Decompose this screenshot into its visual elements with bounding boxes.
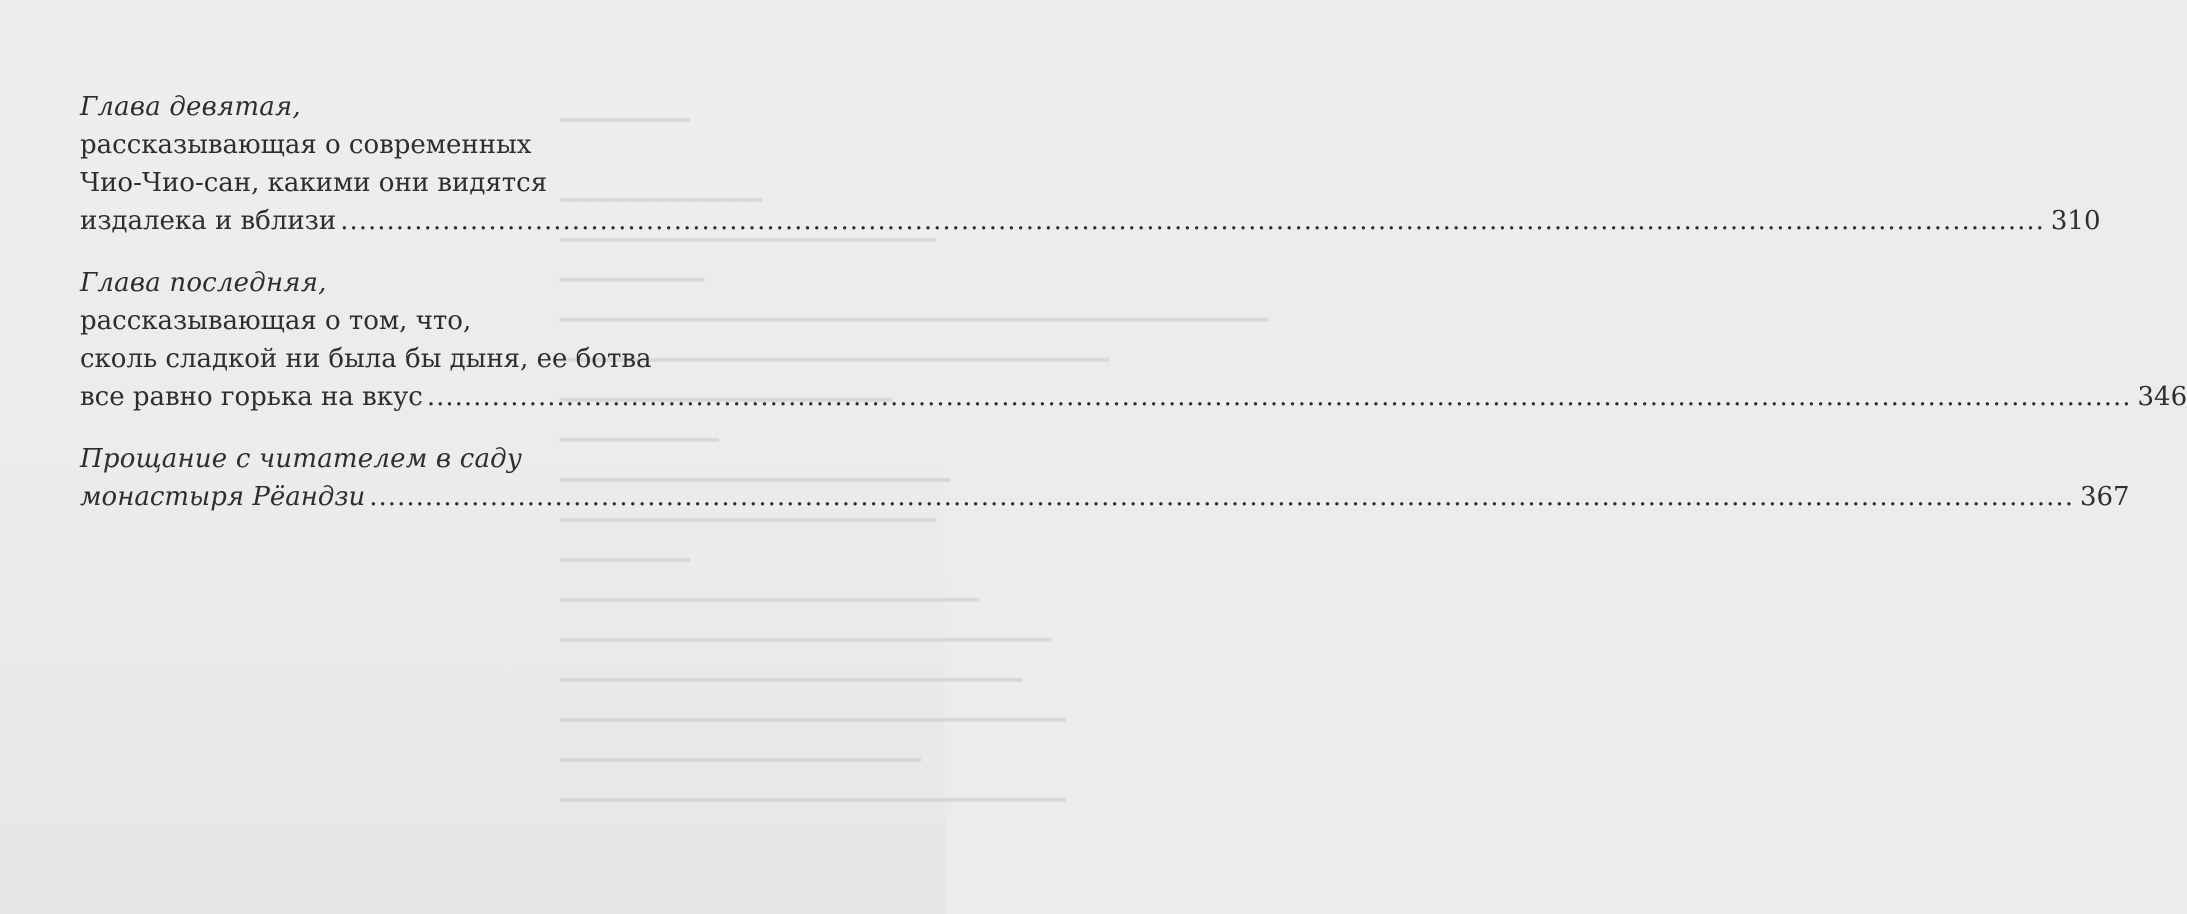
entry-line: все равно горька на вкус bbox=[80, 382, 423, 412]
toc-entry-farewell bbox=[80, 440, 2130, 516]
entry-line: рассказывающая о современных bbox=[80, 130, 532, 160]
dot-leader bbox=[427, 378, 2132, 416]
entry-line: издалека и вблизи bbox=[80, 206, 337, 236]
entry-heading: Прощание с читателем в саду bbox=[80, 444, 523, 474]
entry-heading: Глава последняя, bbox=[80, 268, 327, 298]
entry-line: сколь сладкой ни была бы дыня, ее ботва bbox=[80, 344, 652, 374]
page-number: 346 bbox=[2137, 382, 2187, 412]
entry-heading: Глава девятая, bbox=[80, 92, 301, 122]
entry-leader-line bbox=[80, 478, 2130, 516]
dot-leader bbox=[369, 478, 2074, 516]
page-number: 310 bbox=[2050, 206, 2101, 236]
table-of-contents bbox=[80, 88, 2187, 540]
entry-line: Чио-Чио-сан, какими они видятся bbox=[80, 168, 548, 198]
show-through-text: ━━━━━━━━━ ━━━━━━━━━━━━━━ ━━━━━━━━━━━━━━━━━━━━━━━━━━ ━━━━━━━━━━ ━━━━━━━━━━━━━━━━━━━━━━━━━━━━━━━━━━━━━━━━━━━━━━━━━ ━━━━━━━━━━━━━━━━━━━━━━━━━━━━━━━━━━━━━━ ━━━━━━━━━━━━━━━━━━━━━━━ ━━━━━━━━━━━ ━━━━━━━━━━━━━━━━━━━━━━━━━━━ ━━━━━━━━━━━━━━━━━━━━━━━━━━ ━━━━━━━━━ ━━━━━━━━━━━━━━━━━━━━━━━━━━━━━ ━━━━━━━━━━━━━━━━━━━━━━━━━━━━━━━━━━ ━━━━━━━━━━━━━━━━━━━━━━━━━━━━━━━━ ━━━━━━━━━━━━━━━━━━━━━━━━━━━━━━━━━━━ ━━━━━━━━━━━━━━━━━━━━━━━━━ ━━━━━━━━━━━━━━━━━━━━━━━━━━━━━━━━━━━ bbox=[560, 106, 1269, 814]
entry-leader-line bbox=[80, 202, 2101, 240]
entry-line: монастыря Рёандзи bbox=[80, 482, 366, 512]
entry-line: рассказывающая о том, что, bbox=[80, 306, 472, 336]
toc-entry-chapter-nine bbox=[80, 88, 2101, 240]
toc-entry-last-chapter bbox=[80, 264, 2187, 416]
page-number: 367 bbox=[2079, 482, 2130, 512]
dot-leader bbox=[340, 202, 2045, 240]
entry-leader-line bbox=[80, 378, 2187, 416]
